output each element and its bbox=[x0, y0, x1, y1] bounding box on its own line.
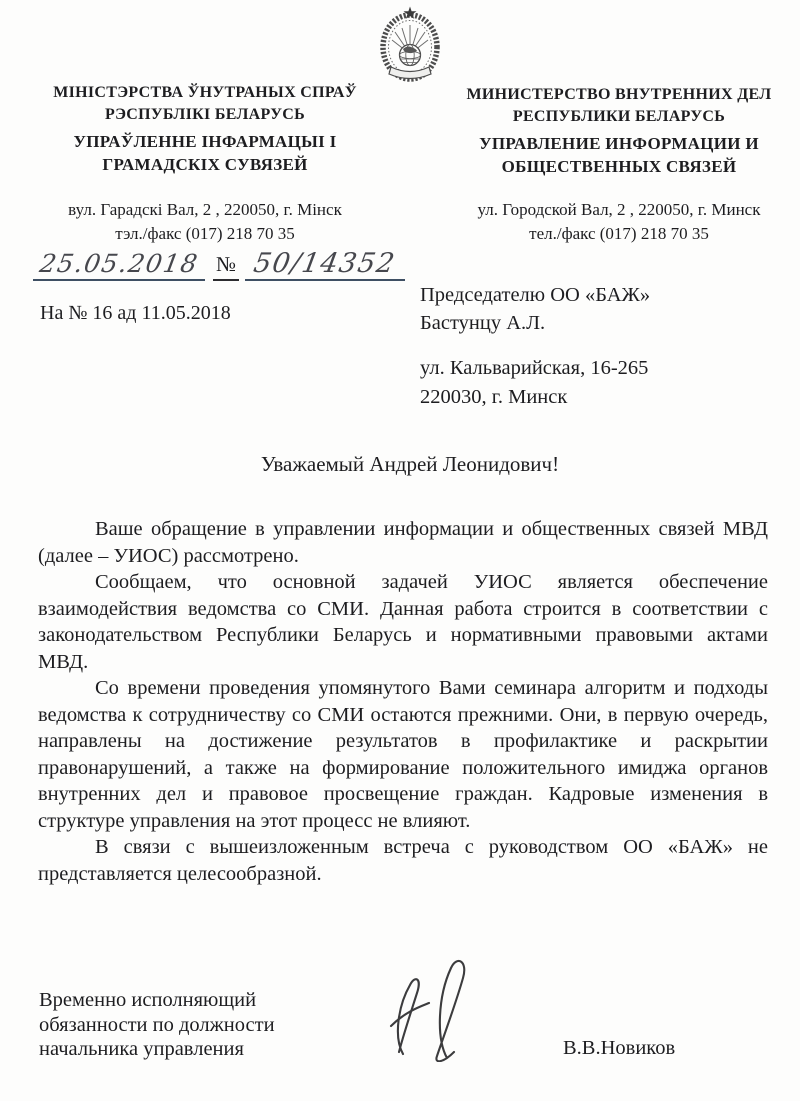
body-paragraph-3: Со времени проведения упомянутого Вами семинара алгоритм и подходы ведомства к сотрудничеству со СМИ остаются прежними. Они, в первую очередь, направлены на достижение результатов в профилактике и раскрытии правонарушений, а также на формирование положительного имиджа органов внутренних дел и правовое просвещение граждан. Кадровые изменения в структуре управления на этот процесс не влияют. bbox=[38, 677, 768, 832]
letter-body bbox=[38, 516, 768, 887]
signer-position bbox=[39, 988, 275, 1062]
handwritten-date: 25.05.2018 bbox=[37, 249, 201, 278]
sender-address-ru-line1: ул. Городской Вал, 2 , 220050, г. Минск bbox=[477, 200, 761, 219]
sender-address-ru-line2: тел./факс (017) 218 70 35 bbox=[529, 224, 709, 243]
belarus-state-emblem-icon bbox=[374, 4, 446, 82]
recipient-title: Председателю ОО «БАЖ» bbox=[420, 284, 651, 306]
salutation: Уважаемый Андрей Леонидович! bbox=[260, 452, 560, 476]
letterhead-right bbox=[435, 84, 800, 178]
signer-position-line1: Временно исполняющий bbox=[39, 989, 257, 1011]
sender-address-be bbox=[25, 198, 385, 246]
outgoing-reference-row bbox=[33, 248, 405, 281]
sender-address-ru bbox=[435, 198, 800, 246]
department-name-ru-line1: УПРАВЛЕНИЕ ИНФОРМАЦИИ И bbox=[479, 134, 759, 153]
body-paragraph-1: Ваше обращение в управлении информации и общественных связей МВД (далее – УИОС) рассмотрено. bbox=[38, 518, 768, 567]
department-name-be-line1: УПРАЎЛЕННЕ ІНФАРМАЦЫІ І bbox=[73, 132, 337, 151]
recipient-name: Бастунцу А.Л. bbox=[420, 312, 546, 334]
recipient-street: ул. Кальварийская, 16-265 bbox=[420, 357, 649, 379]
body-paragraph-4: В связи с вышеизложенным встреча с руководством ОО «БАЖ» не представляется целесообразной. bbox=[38, 836, 768, 885]
department-name-be-line2: ГРАМАДСКІХ СУВЯЗЕЙ bbox=[102, 155, 308, 174]
handwritten-signature-icon bbox=[381, 952, 485, 1062]
recipient-city: 220030, г. Минск bbox=[420, 386, 568, 408]
ministry-name-be-line2: РЭСПУБЛІКІ БЕЛАРУСЬ bbox=[105, 106, 305, 123]
body-paragraph-2: Сообщаем, что основной задачей УИОС является обеспечение взаимодействия ведомства со СМИ. Данная работа строится в соответствии с законодательством Республики Беларусь и нормативными правовыми актами МВД. bbox=[38, 571, 768, 673]
signer-position-line2: обязанности по должности bbox=[39, 1013, 275, 1036]
ministry-name-ru-line2: РЕСПУБЛИКИ БЕЛАРУСЬ bbox=[512, 108, 726, 125]
signer-position-line3: начальника управления bbox=[39, 1038, 244, 1060]
handwritten-number: 50/14352 bbox=[251, 248, 399, 279]
number-sign: № bbox=[213, 249, 239, 281]
sender-address-be-line2: тэл./факс (017) 218 70 35 bbox=[115, 224, 295, 243]
department-name-ru-line2: ОБЩЕСТВЕННЫХ СВЯЗЕЙ bbox=[501, 157, 737, 176]
letterhead-left bbox=[25, 82, 385, 176]
number-blank-line bbox=[245, 248, 405, 281]
ministry-name-ru-line1: МИНИСТЕРСТВО ВНУТРЕННИХ ДЕЛ bbox=[466, 86, 772, 103]
sender-address-be-line1: вул. Гарадскі Вал, 2 , 220050, г. Мінск bbox=[68, 200, 342, 219]
recipient-block bbox=[420, 281, 650, 412]
signer-name: В.В.Новиков bbox=[563, 1037, 676, 1059]
date-blank-line bbox=[33, 249, 205, 281]
ministry-name-be-line1: МІНІСТЭРСТВА ЎНУТРАНЫХ СПРАЎ bbox=[53, 84, 357, 101]
reply-reference-line: На № 16 ад 11.05.2018 bbox=[40, 302, 231, 324]
